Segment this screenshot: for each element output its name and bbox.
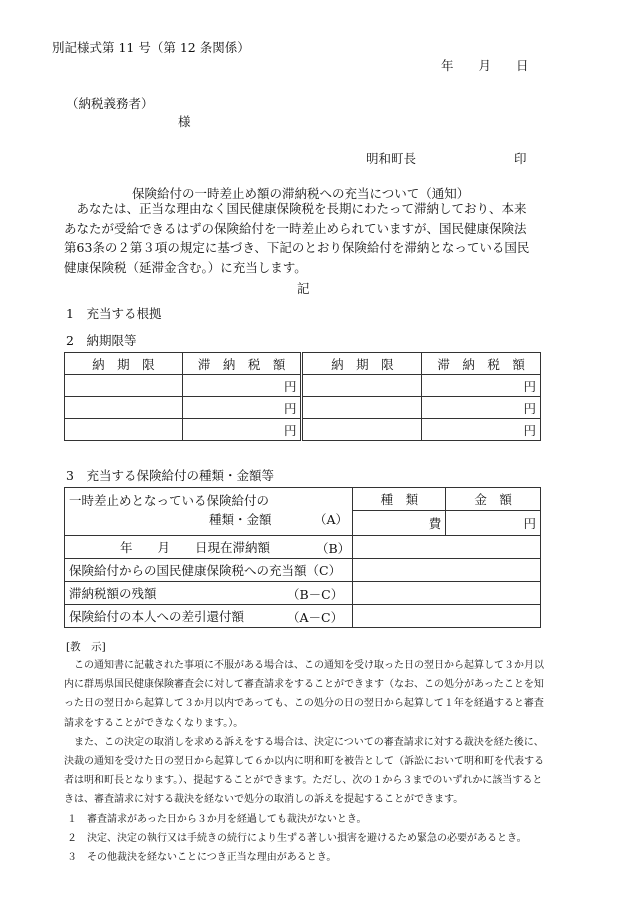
ki-heading: 記: [297, 281, 310, 296]
table-row: [65, 397, 541, 419]
header-amount: 滞 納 税 額: [182, 353, 302, 375]
notice-paragraph-1: この通知書に記載された事項に不服がある場合は、この通知を受け取った日の翌日から起算して３か月以内に群馬県国民健康保険審査会に対して審査請求をすることができます（なお、この処分があったことを知った日の翌日から起算して３か月以内であっても、この処分の日の翌日から起算して１年を経過すると審査請求をすることができなくなります。）。: [64, 660, 544, 729]
addressee-sama: 様: [178, 114, 191, 129]
code-b-c: （B－C）: [287, 587, 344, 602]
table-row: [65, 605, 541, 628]
due-date-cell: [302, 375, 422, 397]
code-b: （B）: [316, 541, 351, 556]
document-title: 保険給付の一時差止め額の滞納税への充当について（通知）: [132, 186, 470, 201]
notice-item-3: ３ その他裁決を経ないことにつき正当な理由があるとき。: [67, 852, 337, 864]
due-date-cell: [65, 419, 183, 441]
notice-item-2: ２ 決定、決定の執行又は手続きの続行により生ずる著しい損害を避けるため緊急の必要があるとき。: [67, 832, 527, 844]
type-header: 種 類: [353, 488, 446, 511]
amount-cell: 円: [422, 375, 541, 397]
date-label: 年 月 日: [441, 58, 529, 73]
due-date-cell: [302, 397, 422, 419]
notice-body: [64, 656, 544, 867]
section-2: 2 納期限等: [66, 333, 137, 348]
amount-cell: 円: [446, 511, 541, 536]
arrears-label: 年 月 日現在滞納額: [120, 540, 271, 555]
due-date-table: [64, 352, 541, 441]
due-date-cell: [302, 419, 422, 441]
issuer-name: 明和町長: [366, 151, 417, 166]
table-row: [65, 375, 541, 397]
header-amount: 滞 納 税 額: [422, 353, 541, 375]
header-due-date: 納 期 限: [65, 353, 183, 375]
section-3: 3 充当する保険給付の種類・金額等: [66, 468, 274, 483]
appropriation-label: 保険給付からの国民健康保険税への充当額（C）: [65, 559, 353, 582]
section-1: 1 充当する根拠: [66, 306, 162, 321]
type-cell: 費: [353, 511, 446, 536]
refund-value: [353, 605, 541, 628]
benefit-table: [64, 487, 541, 628]
header-due-date: 納 期 限: [302, 353, 422, 375]
amount-cell: 円: [422, 397, 541, 419]
refund-label: 保険給付の本人への差引還付額: [69, 609, 245, 624]
addressee-label: （納税義務者）: [66, 96, 154, 111]
table-row: [65, 582, 541, 605]
amount-cell: 円: [422, 419, 541, 441]
seal-mark: 印: [514, 151, 527, 166]
notice-item-1: １ 審査請求があった日から３か月を経過しても裁決がないとき。: [67, 813, 367, 825]
table-row: [65, 419, 541, 441]
amount-header: 金 額: [446, 488, 541, 511]
due-date-cell: [65, 397, 183, 419]
arrears-value: [353, 536, 541, 559]
appropriation-value: [353, 559, 541, 582]
remaining-label: 滞納税額の残額: [69, 586, 157, 601]
code-a-c: （A－C）: [287, 610, 344, 625]
amount-cell: 円: [182, 419, 302, 441]
notice-paragraph-2: また、この決定の取消しを求める訴えをする場合は、決定についての審査請求に対する裁決を経た後に、決裁の通知を受けた日の翌日から起算して６か以内に明和町を被告として（訴訟において明和町を代表する者は明和町長となります。）、提起することができます。ただし、次の１から３までのいずれかに該当するときは、審査請求に対する裁決を経ないで処分の取消しの訴えを提起することができます。: [64, 736, 544, 806]
table-row: [65, 536, 541, 559]
remaining-value: [353, 582, 541, 605]
form-label: 別記様式第 11 号（第 12 条関係）: [52, 40, 250, 55]
amount-cell: 円: [182, 397, 302, 419]
suspended-benefit-label: 一時差止めとなっている保険給付の 種類・金額 （A）: [65, 488, 353, 536]
due-date-cell: [65, 375, 183, 397]
body-text: あなたは、正当な理由なく国民健康保険税を長期にわたって滞納しており、本来あなたが受給できるはずの保険給付を一時差止められていますが、国民健康保険法第63条の２第３項の規定に基づき、下記のとおり保険給付を滞納となっている国民健康保険税（延滞金含む。）に充当します。: [64, 201, 530, 275]
notice-heading: [教 示]: [66, 641, 106, 653]
table-row: [65, 559, 541, 582]
amount-cell: 円: [182, 375, 302, 397]
